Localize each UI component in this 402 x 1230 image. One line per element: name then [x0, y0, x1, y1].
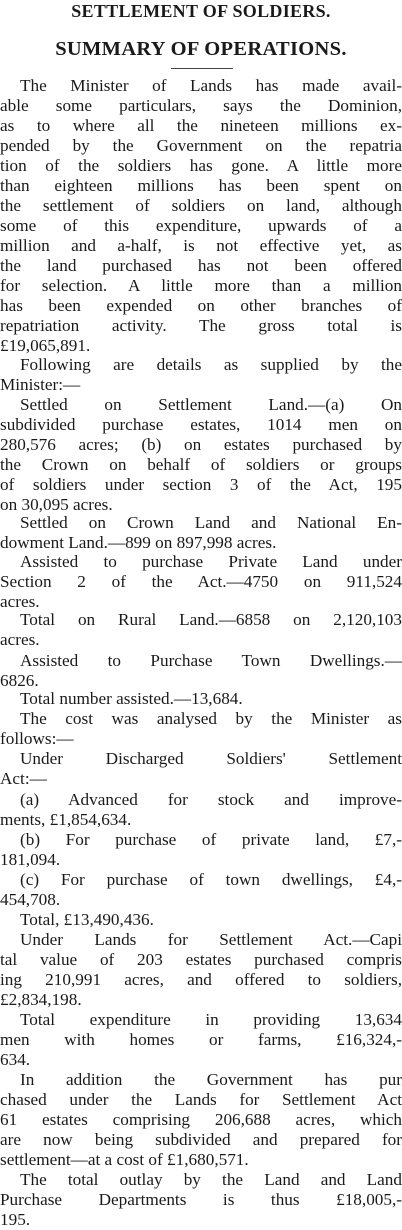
text-line: subdivided purchase estates, 1014 men on	[0, 415, 402, 434]
text-line: men with homes or farms, £16,324,-	[0, 1030, 402, 1049]
text-line: Total expenditure in providing 13,634	[20, 1010, 402, 1029]
text-line: acres.	[0, 630, 40, 649]
text-line: are now being subdivided and prepared for	[0, 1130, 402, 1149]
text-line: chased under the Lands for Settlement Act	[0, 1090, 402, 1109]
text-line: Minister:—	[0, 375, 81, 394]
text-line: 181,094.	[0, 850, 61, 869]
text-line: 280,576 acres; (b) on estates purchased by	[0, 435, 402, 454]
text-line: The total outlay by the Land and Land	[20, 1170, 402, 1189]
text-line: The Minister of Lands has made avail-	[20, 76, 402, 95]
text-line: of soldiers under section 3 of the Act, 195	[0, 475, 402, 494]
text-line: Purchase Departments is thus £18,005,-	[0, 1190, 402, 1209]
text-line: has been expended on other branches of	[0, 296, 402, 315]
text-line: In addition the Government has pur	[20, 1070, 402, 1089]
text-line: than eighteen millions has been spent on	[0, 176, 402, 195]
divider-rule	[171, 68, 233, 69]
text-line: Assisted to Purchase Town Dwellings.—	[20, 651, 402, 670]
text-line: the Crown on behalf of soldiers or groups	[0, 455, 402, 474]
text-line: 61 estates comprising 206,688 acres, which	[0, 1110, 402, 1129]
text-line: £19,065,891.	[0, 336, 91, 355]
text-line: Total on Rural Land.—6858 on 2,120,103	[20, 610, 402, 629]
text-line: the settlement of soldiers on land, although	[0, 196, 402, 215]
text-line: for selection. A little more than a million	[0, 276, 402, 295]
text-line: 634.	[0, 1050, 31, 1069]
text-line: ing 210,991 acres, and offered to soldiers,	[0, 970, 402, 989]
text-line: able some particulars, says the Dominion,	[0, 96, 402, 115]
text-line: acres.	[0, 592, 40, 611]
text-line: the land purchased has not been offered	[0, 256, 402, 275]
text-line: (b) For purchase of private land, £7,-	[20, 830, 402, 849]
text-line: Under Lands for Settlement Act.—Capi	[20, 930, 402, 949]
text-line: settlement—at a cost of £1,680,571.	[0, 1150, 249, 1169]
text-line: The cost was analysed by the Minister as	[20, 709, 402, 728]
text-line: million and a-half, is not effective yet, as	[0, 236, 402, 255]
text-line: 454,708.	[0, 890, 61, 909]
text-line: Settled on Crown Land and National En-	[20, 513, 402, 532]
text-line: £2,834,198.	[0, 990, 82, 1009]
text-line: as to where all the nineteen millions ex-	[0, 116, 402, 135]
text-line: Under Discharged Soldiers' Settlement	[20, 749, 402, 768]
text-line: tal value of 203 estates purchased compris	[0, 950, 402, 969]
text-line: tion of the soldiers has gone. A little more	[0, 156, 402, 175]
text-line: Assisted to purchase Private Land under	[20, 552, 402, 571]
text-line: (c) For purchase of town dwellings, £4,-	[20, 870, 402, 889]
text-line: Total number assisted.—13,684.	[20, 689, 243, 708]
text-line: Act:—	[0, 769, 47, 788]
text-line: Total, £13,490,436.	[20, 910, 154, 929]
text-line: Section 2 of the Act.—4750 on 911,524	[0, 572, 402, 591]
text-line: follows:—	[0, 729, 74, 748]
text-line: on 30,095 acres.	[0, 495, 113, 514]
text-line: 6826.	[0, 671, 39, 690]
text-line: 195.	[0, 1210, 31, 1229]
text-line: Settled on Settlement Land.—(a) On	[20, 395, 402, 414]
text-line: pended by the Government on the repatria	[0, 136, 402, 155]
text-line: (a) Advanced for stock and improve-	[20, 790, 402, 809]
text-line: dowment Land.—899 on 897,998 acres.	[0, 533, 277, 552]
text-line: ments, £1,854,634.	[0, 810, 132, 829]
text-line: repatriation activity. The gross total is	[0, 316, 402, 335]
text-line: Following are details as supplied by the	[20, 355, 402, 374]
headline: SETTLEMENT OF SOLDIERS.	[71, 1, 331, 21]
text-line: some of this expenditure, upwards of a	[0, 216, 402, 235]
subheadline: SUMMARY OF OPERATIONS.	[55, 38, 347, 60]
